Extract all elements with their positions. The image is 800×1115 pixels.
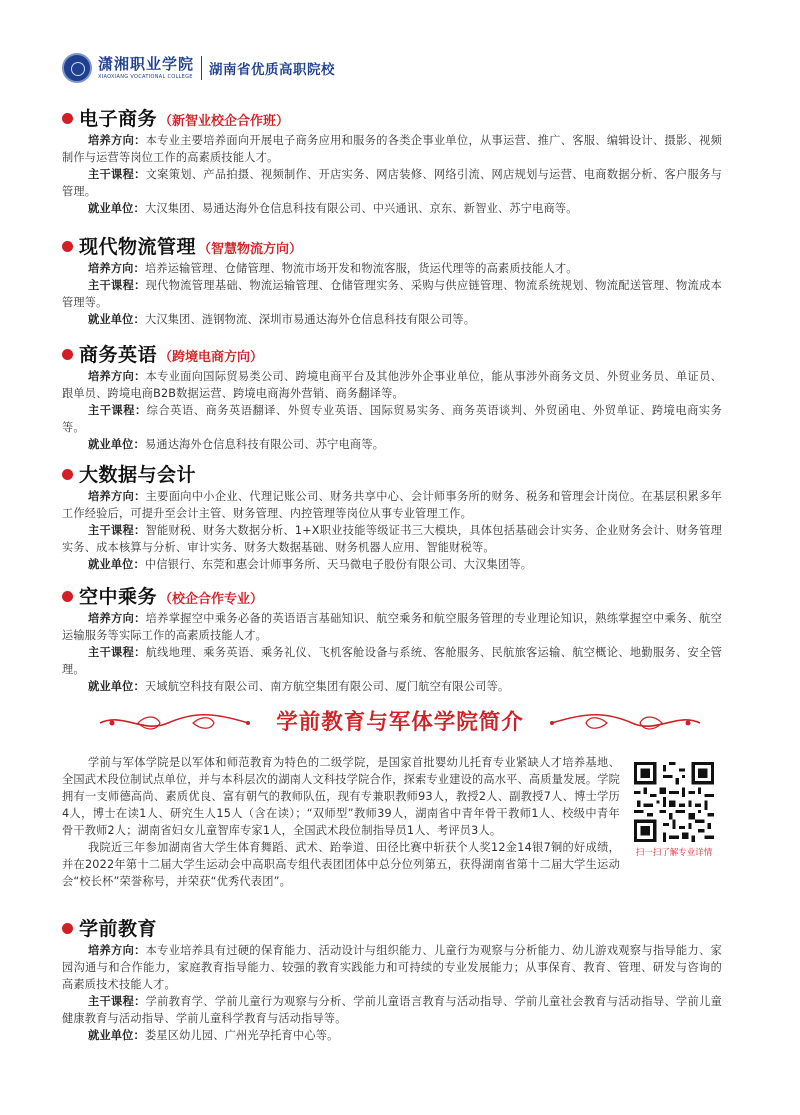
major-subtitle: （校企合作专业） — [159, 592, 264, 607]
direction-text: 本专业面向国际贸易类公司、跨境电商平台及其他涉外企事业单位，能从事涉外商务文员、外贸业务员、单证员、跟单员、跨境电商B2B数据运营、跨境电商海外营销、商务翻译等。 — [62, 370, 722, 400]
bullet-dot-icon — [62, 923, 73, 934]
employers-label: 就业单位： — [88, 313, 145, 326]
courses-text: 学前教育学、学前儿童行为观察与分析、学前儿童语言教育与活动指导、学前儿童社会教育与活动指导、学前儿童健康教育与活动指导、学前儿童科学教育与活动指导等。 — [62, 995, 722, 1025]
college-logo-english: XIAOXIANG VOCATIONAL COLLEGE — [98, 73, 193, 80]
employers-text: 大汉集团、易通达海外仓信息科技有限公司、中兴通讯、京东、新智业、苏宁电商等。 — [144, 202, 578, 215]
flourish-right-icon — [547, 710, 702, 736]
courses-entry — [62, 522, 722, 556]
qr-code-icon[interactable] — [634, 762, 714, 842]
courses-entry — [62, 993, 722, 1027]
major-title — [62, 232, 722, 260]
employers-label: 就业单位： — [88, 438, 145, 451]
direction-entry — [62, 368, 722, 402]
major-section-logistics — [62, 232, 722, 328]
courses-text: 综合英语、商务英语翻译、外贸专业英语、国际贸易实务、商务英语谈判、外贸函电、外贸单证、跨境电商实务等。 — [62, 404, 722, 434]
courses-entry — [62, 644, 722, 678]
courses-text: 航线地理、乘务英语、乘务礼仪、飞机客舱设备与系统、客舱服务、民航旅客运输、航空概论、地勤服务、安全管理。 — [62, 646, 722, 676]
bullet-dot-icon — [62, 241, 73, 252]
major-title — [62, 582, 722, 610]
college-title: 学前教育与军体学院简介 — [276, 710, 524, 735]
direction-entry — [62, 260, 722, 277]
direction-text: 本专业培养具有过硬的保育能力、活动设计与组织能力、儿童行为观察与分析能力、幼儿游戏观察与指导能力、家园沟通与和合作能力，家庭教育指导能力、较强的教育实践能力和可持续的专业发展能力；从事保育、教育、管理、研发与咨询的高素质技术技能人才。 — [62, 944, 722, 991]
direction-text: 主要面向中小企业、代理记账公司、财务共享中心、会计师事务所的财务、税务和管理会计岗位。在基层积累多年工作经验后，可提升至会计主管、财务管理、内控管理等岗位从事专业管理工作。 — [62, 490, 722, 520]
major-section-flight-attendant — [62, 582, 722, 695]
employers-entry — [62, 436, 722, 453]
major-name: 大数据与会计 — [79, 464, 197, 486]
college-logo-name: 潇湘职业学院 — [98, 54, 195, 73]
direction-label: 培养方向： — [88, 490, 146, 503]
major-name: 商务英语 — [79, 344, 158, 366]
college-logo — [98, 54, 195, 80]
major-title — [62, 460, 722, 488]
employers-label: 就业单位： — [88, 202, 145, 215]
courses-entry — [62, 277, 722, 311]
bullet-dot-icon — [62, 591, 73, 602]
employers-text: 易通达海外仓信息科技有限公司、苏宁电商等。 — [144, 438, 385, 451]
page-header — [62, 48, 335, 88]
major-section-preschool — [62, 914, 722, 1044]
employers-entry — [62, 1027, 722, 1044]
direction-label: 培养方向： — [88, 370, 146, 383]
employers-label: 就业单位： — [88, 1029, 145, 1042]
major-name: 空中乘务 — [79, 586, 158, 608]
courses-text: 智能财税、财务大数据分析、1+X职业技能等级证书三大模块，具体包括基础会计实务、企业财务会计、财务管理实务、成本核算与分析、审计实务、财务大数据基础、财务机器人应用、智能财税等。 — [62, 524, 722, 554]
employers-label: 就业单位： — [88, 680, 145, 693]
college-banner — [80, 704, 720, 742]
employers-entry — [62, 311, 722, 328]
courses-label: 主干课程： — [88, 524, 146, 537]
direction-label: 培养方向： — [88, 134, 146, 147]
major-name: 电子商务 — [79, 108, 158, 130]
direction-entry — [62, 132, 722, 166]
bullet-dot-icon — [62, 349, 73, 360]
bullet-dot-icon — [62, 469, 73, 480]
college-seal-icon — [62, 53, 92, 83]
courses-label: 主干课程： — [88, 168, 146, 181]
courses-entry — [62, 166, 722, 200]
major-name: 现代物流管理 — [79, 236, 197, 258]
major-section-accounting — [62, 460, 722, 573]
college-intro — [62, 754, 620, 890]
header-slogan: 湖南省优质高职院校 — [209, 62, 336, 78]
major-name: 学前教育 — [79, 918, 158, 940]
major-subtitle: （智慧物流方向） — [198, 242, 303, 257]
employers-entry — [62, 678, 722, 695]
courses-label: 主干课程： — [88, 279, 146, 292]
employers-text: 中信银行、东莞和惠会计师事务所、天马微电子股份有限公司、大汉集团等。 — [144, 558, 533, 571]
intro-paragraph: 学前与军体学院是以军体和师范教育为特色的二级学院，是国家首批婴幼儿托育专业紧缺人才培养基地、全国武术段位制试点单位，并与本科层次的湖南人文科技学院合作，探索专业建设的高水平、高质量发展。学院拥有一支师德高尚、素质优良、富有朝气的教师队伍，现有专兼职教师93人，教授2人、副教授7人、博士学历4人，博士在读1人、研究生人15人（含在读）；“双师型”教师39人，湖南省中青年骨干教师1人、校级中青年骨干教师2人；湖南省妇女儿童智库专家1人，全国武术段位制指导员1人、考评员3人。 — [62, 756, 620, 837]
courses-text: 文案策划、产品拍摄、视频制作、开店实务、网店装修、网络引流、网店规划与运营、电商数据分析、客户服务与管理。 — [62, 168, 722, 198]
employers-entry — [62, 200, 722, 217]
direction-label: 培养方向： — [88, 612, 146, 625]
major-title — [62, 914, 722, 942]
header-divider — [201, 56, 202, 80]
major-subtitle: （跨境电商方向） — [159, 350, 264, 365]
direction-label: 培养方向： — [88, 262, 145, 275]
courses-label: 主干课程： — [88, 404, 147, 417]
courses-entry — [62, 402, 722, 436]
direction-text: 培养掌握空中乘务必备的英语语言基础知识、航空乘务和航空服务管理的专业理论知识，熟练掌握空中乘务、航空运输服务等实际工作的高素质技能人才。 — [62, 612, 722, 642]
major-subtitle: （新智业校企合作班） — [159, 114, 290, 129]
courses-text: 现代物流管理基础、物流运输管理、仓储管理实务、采购与供应链管理、物流系统规划、物流配送管理、物流成本管理等。 — [62, 279, 722, 309]
direction-text: 培养运输管理、仓储管理、物流市场开发和物流客服，货运代理等的高素质技能人才。 — [144, 262, 578, 275]
courses-label: 主干课程： — [88, 995, 146, 1008]
employers-entry — [62, 556, 722, 573]
bullet-dot-icon — [62, 113, 73, 124]
direction-label: 培养方向： — [88, 944, 146, 957]
employers-text: 大汉集团、涟钢物流、深圳市易通达海外仓信息科技有限公司等。 — [144, 313, 476, 326]
intro-paragraph: 我院近三年参加湖南省大学生体育舞蹈、武术、跆拳道、田径比赛中斩获个人奖12金14银7铜的好成绩，并在2022年第十二届大学生运动会中高职高专组代表团团体中总分位列第五，获得湖南省第十二届大学生运动会“校长杯”荣誉称号，并荣获“优秀代表团”。 — [62, 841, 620, 888]
direction-entry — [62, 488, 722, 522]
qr-caption: 扫一扫了解专业详情 — [635, 848, 713, 858]
major-section-business-english — [62, 340, 722, 453]
direction-entry — [62, 942, 722, 993]
employers-label: 就业单位： — [88, 558, 145, 571]
employers-text: 天域航空科技有限公司、南方航空集团有限公司、厦门航空有限公司等。 — [144, 680, 510, 693]
major-title — [62, 104, 722, 132]
courses-label: 主干课程： — [88, 646, 146, 659]
major-title — [62, 340, 722, 368]
employers-text: 娄星区幼儿园、广州光孕托育中心等。 — [144, 1029, 339, 1042]
direction-entry — [62, 610, 722, 644]
direction-text: 本专业主要培养面向开展电子商务应用和服务的各类企事业单位，从事运营、推广、客服、编辑设计、摄影、视频制作与运营等岗位工作的高素质技能人才。 — [62, 134, 722, 164]
major-section-ecommerce — [62, 104, 722, 217]
